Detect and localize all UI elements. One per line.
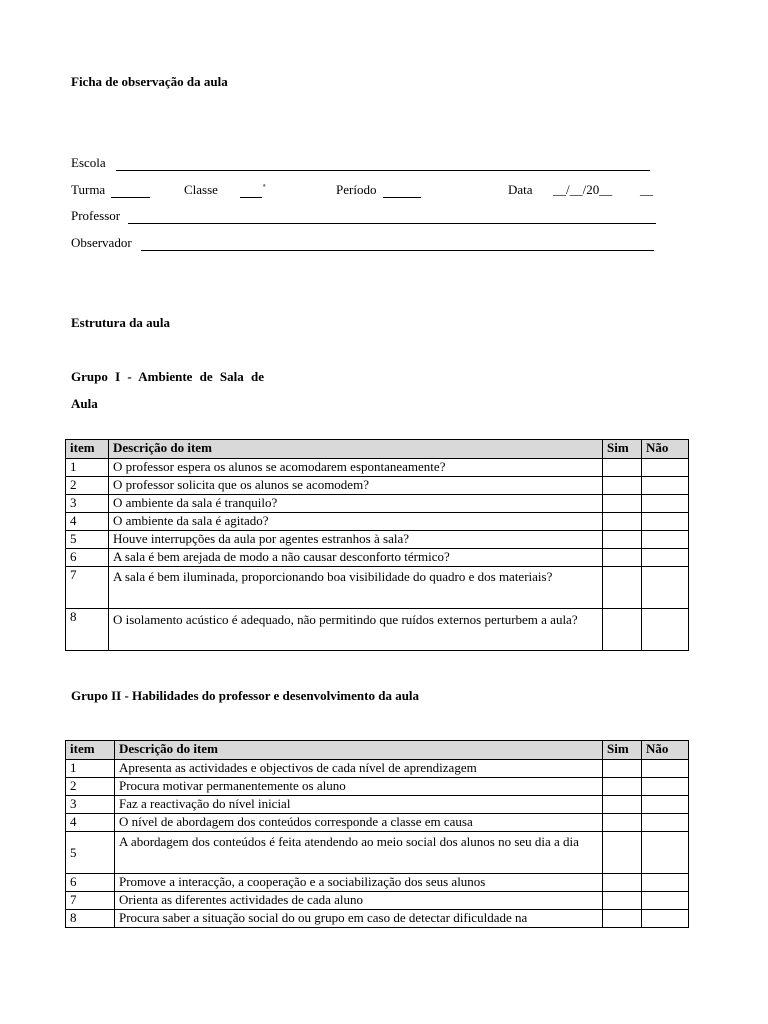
sim-cell[interactable] bbox=[603, 459, 642, 477]
col-header-nao: Não bbox=[642, 741, 689, 760]
sim-cell[interactable] bbox=[603, 513, 642, 531]
col-header-sim: Sim bbox=[603, 741, 642, 760]
table-row bbox=[66, 778, 689, 796]
item-number: 1 bbox=[66, 459, 109, 477]
sim-cell[interactable] bbox=[603, 778, 642, 796]
data-label: Data bbox=[508, 182, 533, 197]
table-row bbox=[66, 609, 689, 651]
item-number: 2 bbox=[66, 778, 115, 796]
nao-cell[interactable] bbox=[642, 549, 689, 567]
classe-field[interactable] bbox=[240, 183, 262, 198]
item-description: O isolamento acústico é adequado, não permitindo que ruídos externos perturbem a aula? bbox=[109, 609, 603, 651]
nao-cell[interactable] bbox=[642, 832, 689, 874]
nao-cell[interactable] bbox=[642, 778, 689, 796]
item-number: 6 bbox=[66, 549, 109, 567]
item-description: Procura saber a situação social do ou grupo em caso de detectar dificuldade na bbox=[115, 910, 603, 928]
item-description: A sala é bem iluminada, proporcionando boa visibilidade do quadro e dos materiais? bbox=[109, 567, 603, 609]
nao-cell[interactable] bbox=[642, 477, 689, 495]
item-number: 8 bbox=[66, 609, 109, 651]
sim-cell[interactable] bbox=[603, 549, 642, 567]
item-number: 3 bbox=[66, 495, 109, 513]
item-description: A sala é bem arejada de modo a não causar desconforto térmico? bbox=[109, 549, 603, 567]
nao-cell[interactable] bbox=[642, 609, 689, 651]
col-header-desc: Descrição do item bbox=[115, 741, 603, 760]
table-row bbox=[66, 760, 689, 778]
nao-cell[interactable] bbox=[642, 796, 689, 814]
data-field[interactable]: __/__/20__ bbox=[553, 182, 613, 197]
grupo2-title: Grupo II - Habilidades do professor e desenvolvimento da aula bbox=[71, 688, 420, 703]
item-number: 4 bbox=[66, 814, 115, 832]
sim-cell[interactable] bbox=[603, 477, 642, 495]
table-row bbox=[66, 459, 689, 477]
table-row bbox=[66, 892, 689, 910]
professor-label: Professor bbox=[71, 208, 121, 223]
table-row bbox=[66, 874, 689, 892]
nao-cell[interactable] bbox=[642, 910, 689, 928]
nao-cell[interactable] bbox=[642, 495, 689, 513]
table-row bbox=[66, 549, 689, 567]
item-description: Promove a interacção, a cooperação e a sociabilização dos seus alunos bbox=[115, 874, 603, 892]
item-description: Faz a reactivação do nível inicial bbox=[115, 796, 603, 814]
sim-cell[interactable] bbox=[603, 874, 642, 892]
table-row bbox=[66, 495, 689, 513]
nao-cell[interactable] bbox=[642, 892, 689, 910]
item-description: Procura motivar permanentemente os aluno bbox=[115, 778, 603, 796]
item-description: Houve interrupções da aula por agentes estranhos à sala? bbox=[109, 531, 603, 549]
table-row bbox=[66, 796, 689, 814]
col-header-sim: Sim bbox=[603, 440, 642, 459]
periodo-field[interactable] bbox=[383, 183, 421, 198]
turma-label: Turma bbox=[71, 182, 106, 197]
grupo2-table bbox=[65, 740, 689, 928]
professor-field[interactable] bbox=[128, 209, 656, 224]
grupo1-title-line2: Aula bbox=[71, 396, 98, 411]
grupo1-title-line1: Grupo I - Ambiente de Sala de bbox=[71, 369, 265, 384]
item-description: O ambiente da sala é agitado? bbox=[109, 513, 603, 531]
table-row bbox=[66, 910, 689, 928]
table-row bbox=[66, 814, 689, 832]
sim-cell[interactable] bbox=[603, 567, 642, 609]
data-tail: __ bbox=[640, 182, 653, 197]
item-description: Orienta as diferentes actividades de cada aluno bbox=[115, 892, 603, 910]
col-header-item: item bbox=[66, 440, 109, 459]
item-description: Apresenta as actividades e objectivos de cada nível de aprendizagem bbox=[115, 760, 603, 778]
escola-field[interactable] bbox=[116, 156, 650, 171]
escola-label: Escola bbox=[71, 155, 106, 170]
table-row bbox=[66, 567, 689, 609]
page-title: Ficha de observação da aula bbox=[71, 74, 228, 89]
nao-cell[interactable] bbox=[642, 874, 689, 892]
nao-cell[interactable] bbox=[642, 531, 689, 549]
col-header-item: item bbox=[66, 741, 115, 760]
col-header-nao: Não bbox=[642, 440, 689, 459]
sim-cell[interactable] bbox=[603, 910, 642, 928]
nao-cell[interactable] bbox=[642, 814, 689, 832]
item-number: 2 bbox=[66, 477, 109, 495]
turma-field[interactable] bbox=[111, 183, 150, 198]
col-header-desc: Descrição do item bbox=[109, 440, 603, 459]
nao-cell[interactable] bbox=[642, 760, 689, 778]
sim-cell[interactable] bbox=[603, 760, 642, 778]
table-row bbox=[66, 477, 689, 495]
sim-cell[interactable] bbox=[603, 814, 642, 832]
estrutura-heading: Estrutura da aula bbox=[71, 315, 170, 330]
table-row bbox=[66, 832, 689, 874]
item-number: 3 bbox=[66, 796, 115, 814]
sim-cell[interactable] bbox=[603, 495, 642, 513]
table-row bbox=[66, 513, 689, 531]
item-number: 7 bbox=[66, 892, 115, 910]
sim-cell[interactable] bbox=[603, 796, 642, 814]
grupo1-table bbox=[65, 439, 689, 651]
observador-field[interactable] bbox=[141, 236, 654, 251]
table-row bbox=[66, 531, 689, 549]
sim-cell[interactable] bbox=[603, 531, 642, 549]
item-number: 5 bbox=[66, 832, 115, 874]
item-number: 4 bbox=[66, 513, 109, 531]
item-number: 5 bbox=[66, 531, 109, 549]
sim-cell[interactable] bbox=[603, 832, 642, 874]
nao-cell[interactable] bbox=[642, 459, 689, 477]
item-description: O professor espera os alunos se acomodarem espontaneamente? bbox=[109, 459, 603, 477]
sim-cell[interactable] bbox=[603, 892, 642, 910]
item-description: O professor solicita que os alunos se acomodem? bbox=[109, 477, 603, 495]
item-description: O ambiente da sala é tranquilo? bbox=[109, 495, 603, 513]
item-description: A abordagem dos conteúdos é feita atendendo ao meio social dos alunos no seu dia a dia bbox=[115, 832, 603, 874]
item-number: 7 bbox=[66, 567, 109, 609]
classe-label: Classe bbox=[184, 182, 218, 197]
item-description: O nível de abordagem dos conteúdos corresponde a classe em causa bbox=[115, 814, 603, 832]
nao-cell[interactable] bbox=[642, 513, 689, 531]
periodo-label: Período bbox=[336, 182, 377, 197]
classe-suffix: ª bbox=[263, 182, 266, 192]
item-number: 8 bbox=[66, 910, 115, 928]
item-number: 1 bbox=[66, 760, 115, 778]
sim-cell[interactable] bbox=[603, 609, 642, 651]
nao-cell[interactable] bbox=[642, 567, 689, 609]
item-number: 6 bbox=[66, 874, 115, 892]
observador-label: Observador bbox=[71, 235, 132, 250]
